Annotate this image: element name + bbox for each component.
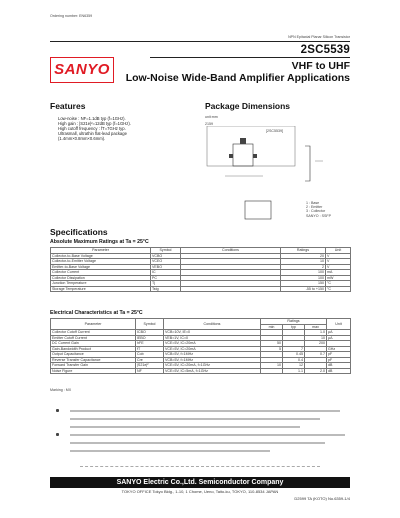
cell: Tj <box>151 281 181 287</box>
title-line-1: VHF to UHF <box>291 60 350 72</box>
cell: VCB=5V, f=1MHz <box>164 357 261 363</box>
cell: Junction Temperature <box>51 281 151 287</box>
legal-notice-line <box>70 442 350 445</box>
cell: Cre <box>136 357 164 363</box>
cell: 10 <box>261 363 283 369</box>
dashed-divider <box>80 466 320 467</box>
cell: VEB=1V, IC=0 <box>164 335 261 341</box>
legal-notice-line <box>70 418 350 421</box>
legal-notice-line <box>70 450 350 453</box>
company-banner: SANYO Electric Co.,Ltd. Semiconductor Company <box>50 477 350 488</box>
document-code: D2599 TA (KOTO) No.6359-1/4 <box>294 496 350 501</box>
feature-item: Ultrasmall, ultrathin flat-lead package <box>58 131 127 136</box>
pin-emitter: 2 : Emitter <box>306 205 323 210</box>
abs-max-title: Absolute Maximum Ratings at Ta = 25°C <box>50 239 149 245</box>
feature-item: High gain : |S21e|²=12dB typ (f=1GHz). <box>58 121 131 126</box>
elec-char-table <box>50 318 351 374</box>
cell: 10 <box>305 335 327 341</box>
specifications-heading: Specifications <box>50 227 108 237</box>
cell: hFE <box>136 341 164 347</box>
office-address: TOKYO OFFICE Tokyo Bldg., 1-10, 1 Chome, Ueno, Taito-ku, TOKYO, 110-8534 JAPAN <box>121 489 279 494</box>
title-line-2: Low-Noise Wide-Band Amplifier Applications <box>125 72 350 84</box>
cell: GHz <box>327 346 351 352</box>
cell: Forward Transfer Gain <box>51 363 136 369</box>
cell: VCE=5V, IC=20mA <box>164 341 261 347</box>
bullet-icon <box>56 433 59 436</box>
cell: 0.4 <box>283 357 305 363</box>
feature-item: High cutoff frequency : fT=7GHz typ. <box>58 126 126 131</box>
pin-collector: 3 : Collector <box>306 209 326 214</box>
col-header: typ <box>283 324 305 330</box>
cell: VCEO <box>151 259 181 265</box>
legal-notice-line <box>70 410 350 413</box>
cell: VCB=10V, IE=0 <box>164 330 261 336</box>
cell: Emitter Cutoff Current <box>51 335 136 341</box>
legal-notice-line <box>70 434 350 437</box>
cell: 0.45 <box>283 352 305 358</box>
cell: IC <box>151 270 181 276</box>
cell: 1.0 <box>305 330 327 336</box>
cell: 100 <box>281 275 326 281</box>
cell: NF <box>136 368 164 374</box>
package-code: 2159 <box>205 122 213 126</box>
cell: V <box>326 253 351 259</box>
cell: 2.0 <box>305 368 327 374</box>
cell: -55 to +150 <box>281 286 326 292</box>
cell: Storage Temperature <box>51 286 151 292</box>
ordering-number: Ordering number: EN6359 <box>50 14 93 18</box>
cell: VCE=5V, IC=20mA <box>164 346 261 352</box>
cell: Output Capacitance <box>51 352 136 358</box>
cell <box>261 368 283 374</box>
cell: Reverse Transfer Capacitance <box>51 357 136 363</box>
legal-notice-block <box>70 410 350 458</box>
cell: Cob <box>136 352 164 358</box>
col-header: Parameter <box>51 248 151 254</box>
col-header: Unit <box>327 319 351 330</box>
sanyo-logo: SANYO <box>50 57 114 83</box>
package-unit: unit:mm <box>205 115 218 119</box>
cell: 150 <box>281 281 326 287</box>
cell: μA <box>327 335 351 341</box>
cell: pF <box>327 352 351 358</box>
cell: 2 <box>281 264 326 270</box>
pin-list <box>306 201 331 218</box>
cell: VEBO <box>151 264 181 270</box>
cell: DC Current Gain <box>51 341 136 347</box>
col-header: Symbol <box>151 248 181 254</box>
cell: 7 <box>283 346 305 352</box>
cell: Emitter-to-Base Voltage <box>51 264 151 270</box>
part-rule <box>150 57 350 58</box>
cell: V <box>326 259 351 265</box>
package-label: [2SC5539] <box>266 129 283 133</box>
cell: °C <box>326 281 351 287</box>
col-header: Conditions <box>164 319 261 330</box>
cell: 0.7 <box>305 352 327 358</box>
ratings-header: Ratings <box>261 319 327 325</box>
cell: IEBO <box>136 335 164 341</box>
bullet-icon <box>56 409 59 412</box>
cell: VCBO <box>151 253 181 259</box>
cell: ICBO <box>136 330 164 336</box>
cell: 200 <box>305 341 327 347</box>
cell: fT <box>136 346 164 352</box>
col-header: Symbol <box>136 319 164 330</box>
part-number: 2SC5539 <box>300 44 350 56</box>
marking: Marking : MX <box>50 388 72 392</box>
package-heading: Package Dimensions <box>205 101 291 111</box>
feature-item: (1.4mm×0.8mm×0.6mm). <box>58 136 106 141</box>
cell: 1.1 <box>283 368 305 374</box>
cell: 100 <box>281 270 326 276</box>
header-rule <box>50 41 350 42</box>
feature-item: Low-noise : NF=1.1dB typ (f=1GHz). <box>58 116 126 121</box>
col-header: Ratings <box>281 248 326 254</box>
cell: Collector Cutoff Current <box>51 330 136 336</box>
cell: mA <box>326 270 351 276</box>
cell: Collector-to-Emitter Voltage <box>51 259 151 265</box>
elec-char-title: Electrical Characteristics at Ta = 25°C <box>50 310 143 316</box>
col-header: Conditions <box>181 248 281 254</box>
cell: μA <box>327 330 351 336</box>
cell: Collector Current <box>51 270 151 276</box>
cell: Noise Figure <box>51 368 136 374</box>
cell: °C <box>326 286 351 292</box>
cell: dB <box>327 363 351 369</box>
abs-max-table <box>50 247 351 292</box>
cell: 5 <box>261 346 283 352</box>
cell: 50 <box>261 341 283 347</box>
cell: pF <box>327 357 351 363</box>
table-row <box>51 368 351 374</box>
col-header: Parameter <box>51 319 136 330</box>
cell: Gain-Bandwidth Product <box>51 346 136 352</box>
cell: V <box>326 264 351 270</box>
cell: VCE=5V, IC=20mA, f=1GHz <box>164 363 261 369</box>
col-header: Unit <box>326 248 351 254</box>
col-header: max <box>305 324 327 330</box>
cell: Tstg <box>151 286 181 292</box>
cell: mW <box>326 275 351 281</box>
table-row <box>51 286 351 292</box>
cell: dB <box>327 368 351 374</box>
pin-base: 1 : Base <box>306 201 320 205</box>
cell: |S21e|² <box>136 363 164 369</box>
cell: 20 <box>281 253 326 259</box>
cell: Collector Dissipation <box>51 275 151 281</box>
features-list <box>58 116 198 141</box>
col-header: min <box>261 324 283 330</box>
cell: VCB=5V, f=1MHz <box>164 352 261 358</box>
cell: 10 <box>281 259 326 265</box>
cell <box>181 286 281 292</box>
legal-notice-line <box>70 426 350 429</box>
cell: PC <box>151 275 181 281</box>
features-heading: Features <box>50 101 86 111</box>
cell: 12 <box>283 363 305 369</box>
caption: NPN Epitaxial Planar Silicon Transistor <box>288 35 350 39</box>
cell: VCE=5V, IC=5mA, f=1GHz <box>164 368 261 374</box>
cell: Collector-to-Base Voltage <box>51 253 151 259</box>
package-name: SANYO : SSFP <box>306 213 331 218</box>
